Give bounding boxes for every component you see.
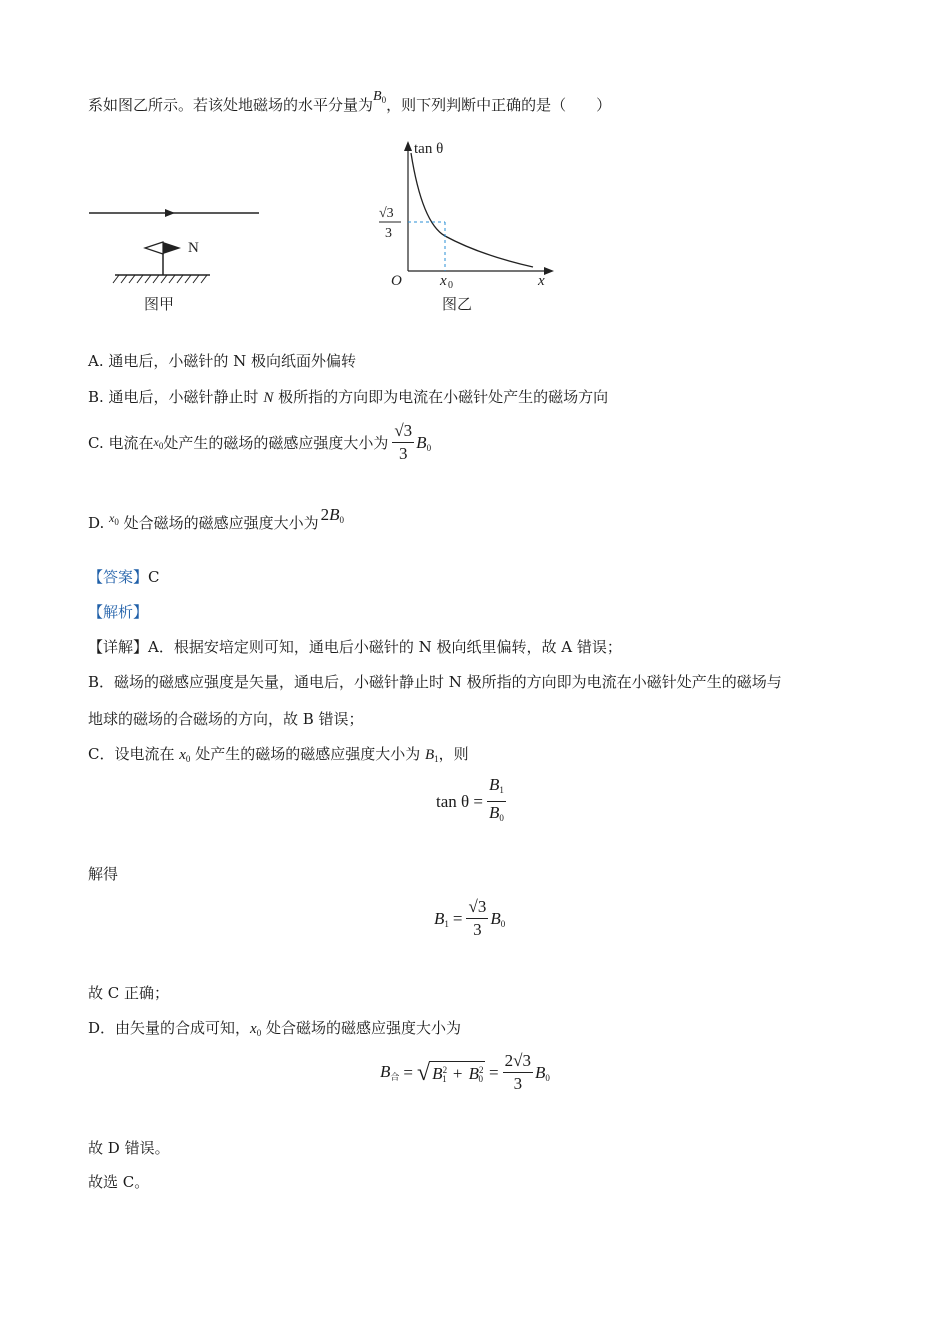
option-d-b-letter: B: [329, 505, 340, 524]
eq1-denominator: [487, 802, 506, 829]
option-c-mid: 处产生的磁场的磁感应强度大小为: [163, 434, 389, 452]
stem-var: [373, 88, 386, 104]
x-tick-label: x: [440, 273, 447, 289]
figure-yi: [370, 133, 570, 321]
eq1-numerator: [487, 774, 506, 802]
analysis-c-mid: 处产生的磁场的磁感应强度大小为: [190, 745, 425, 763]
analysis-c-var: x: [179, 747, 186, 763]
option-c-b0: [416, 433, 431, 453]
option-b-pre: B. 通电后，小磁针静止时: [88, 388, 264, 406]
eq1-den-sub: 0: [499, 813, 504, 823]
sqrt-sign: √: [417, 1059, 431, 1086]
stem-text-before: 系如图乙所示。若该处地磁场的水平分量为: [88, 96, 374, 114]
option-d: [88, 505, 345, 533]
eq1-lhs: tan θ =: [436, 791, 483, 811]
answer-line: [88, 566, 160, 587]
option-c-var-sub: 0: [158, 440, 164, 451]
figure-jia: [85, 195, 275, 320]
stem-text-after: ，则下列判断中正确的是（ ）: [386, 96, 612, 114]
eq3-b0-sup: 2: [479, 1065, 484, 1075]
option-d-mid: 处合磁场的磁感应强度大小为: [118, 514, 319, 532]
analysis-label: 【解析】: [88, 603, 149, 621]
eq3-b-sub: 0: [545, 1072, 550, 1083]
needle-north-half: [163, 242, 181, 254]
origin-label: O: [391, 273, 402, 289]
analysis-b-line1: B．磁场的磁感应强度是矢量，通电后，小磁针静止时 N 极所指的方向即为电流在小磁针处产生的磁场与: [88, 673, 782, 691]
analysis-d-pre: D．由矢量的合成可知，: [88, 1019, 251, 1037]
option-b: [88, 386, 608, 407]
tan-theta-curve: [411, 153, 533, 267]
eq2-equals: =: [452, 908, 463, 928]
detail-label: 【详解】: [88, 638, 149, 656]
x-axis-label: x: [538, 273, 545, 289]
x-tick-subscript: 0: [448, 280, 453, 291]
final-answer: 故选 C。: [88, 1173, 150, 1191]
option-c-b-letter: B: [416, 432, 427, 452]
option-c-denominator: 3: [399, 444, 408, 463]
analysis-c-b-sub: 1: [434, 754, 439, 764]
option-d-coef: 2: [320, 505, 330, 524]
answer-label: 【答案】: [88, 568, 149, 586]
eq3-denominator: 3: [513, 1074, 523, 1093]
eq3-b0-sub: 0: [478, 1074, 484, 1084]
eq3-equals-2: =: [489, 1062, 499, 1082]
option-c-numerator: √3: [392, 420, 414, 443]
option-a: A. 通电后，小磁针的 N 极向纸面外偏转: [88, 352, 357, 370]
eq3-b1-sub: 1: [442, 1074, 447, 1084]
eq3-b1-sup: 2: [442, 1065, 448, 1075]
eq2-denominator: 3: [473, 920, 482, 939]
current-arrow: [165, 209, 175, 217]
eq3-radicand: [430, 1061, 485, 1084]
option-c-b-sub: 0: [426, 442, 432, 453]
eq3-fraction: [503, 1050, 533, 1095]
analysis-c-setup: [88, 743, 469, 764]
eq3-b0-final: [535, 1063, 550, 1083]
x-axis-arrow: [544, 267, 554, 275]
eq2-lhs-sub: 1: [444, 918, 449, 929]
eq2-fraction: [466, 896, 488, 941]
analysis-c-conclusion: 故 C 正确；: [88, 984, 170, 1002]
option-c-pre: C. 电流在: [88, 434, 154, 452]
option-c: [88, 420, 431, 465]
analysis-d-var-sub: 0: [256, 1028, 262, 1038]
eq2-b-letter: B: [490, 908, 501, 928]
eq3-b1-letter: B: [432, 1064, 443, 1083]
analysis-c-post: ，则: [438, 745, 469, 763]
north-label: N: [188, 240, 199, 256]
eq3-numerator: 2√3: [503, 1050, 533, 1073]
y-axis-arrow: [404, 141, 412, 151]
analysis-d-var: x: [250, 1021, 257, 1037]
figure-jia-caption: 图甲: [144, 297, 175, 313]
eq2-lhs-letter: B: [434, 908, 445, 928]
eq3-plus: +: [452, 1064, 463, 1083]
eq2-lhs: [434, 909, 449, 929]
option-c-var: [153, 435, 163, 451]
stem-var-sub: 0: [381, 95, 387, 105]
analysis-b-line2: 地球的磁场的合磁场的方向，故 B 错误；: [88, 710, 364, 728]
eq3-b0-letter: B: [468, 1064, 480, 1083]
eq3-lhs: [380, 1062, 399, 1083]
option-d-value: [321, 505, 344, 524]
eq3-lhs-sub: 合: [390, 1073, 400, 1083]
equation-bhe: [380, 1050, 550, 1095]
option-d-pre: D.: [88, 514, 110, 532]
stem-var-letter: B: [373, 89, 382, 104]
eq1-den-letter: B: [489, 803, 500, 822]
analysis-a-text: A．根据安培定则可知，通电后小磁针的 N 极向纸里偏转，故 A 错误；: [148, 638, 622, 656]
eq2-b-sub: 0: [500, 918, 506, 929]
analysis-d-setup: [88, 1017, 461, 1038]
answer-value: C: [148, 568, 160, 586]
y-tick-numerator: √3: [379, 206, 394, 221]
eq3-b-letter: B: [534, 1062, 546, 1082]
question-stem: [88, 89, 612, 115]
option-b-var: N: [263, 390, 274, 406]
eq1-num-sub: 1: [499, 785, 504, 795]
eq2-b0: [490, 909, 505, 929]
y-tick-denominator: 3: [385, 226, 392, 241]
analysis-d-conclusion: 故 D 错误。: [88, 1139, 170, 1157]
analysis-d-post: 处合磁场的磁感应强度大小为: [261, 1019, 461, 1037]
option-d-var: [109, 511, 119, 525]
option-b-post: 极所指的方向即为电流在小磁针处产生的磁场方向: [273, 388, 609, 406]
equation-b1: [434, 896, 505, 941]
analysis-c-var-sub: 0: [185, 754, 191, 764]
analysis-c-pre: C．设电流在: [88, 745, 180, 763]
option-d-var-letter: x: [109, 511, 115, 525]
option-c-fraction: [392, 420, 414, 465]
eq1-num-letter: B: [489, 775, 500, 794]
equation-tan: [436, 774, 506, 829]
analysis-a: [88, 636, 622, 657]
figure-yi-caption: 图乙: [442, 297, 473, 313]
analysis-c-b: B: [424, 747, 435, 763]
eq1-fraction: [487, 774, 506, 829]
option-d-b-sub: 0: [339, 515, 345, 525]
eq2-numerator: √3: [466, 896, 488, 919]
eq3-lhs-letter: B: [380, 1062, 391, 1081]
solve-text: 解得: [88, 865, 119, 883]
needle-south-half: [145, 242, 163, 254]
ground-hatch: [113, 275, 207, 283]
option-c-var-letter: x: [153, 434, 159, 449]
y-axis-label: tan θ: [414, 141, 444, 157]
option-d-var-sub: 0: [114, 517, 119, 527]
eq3-equals: =: [403, 1062, 413, 1082]
